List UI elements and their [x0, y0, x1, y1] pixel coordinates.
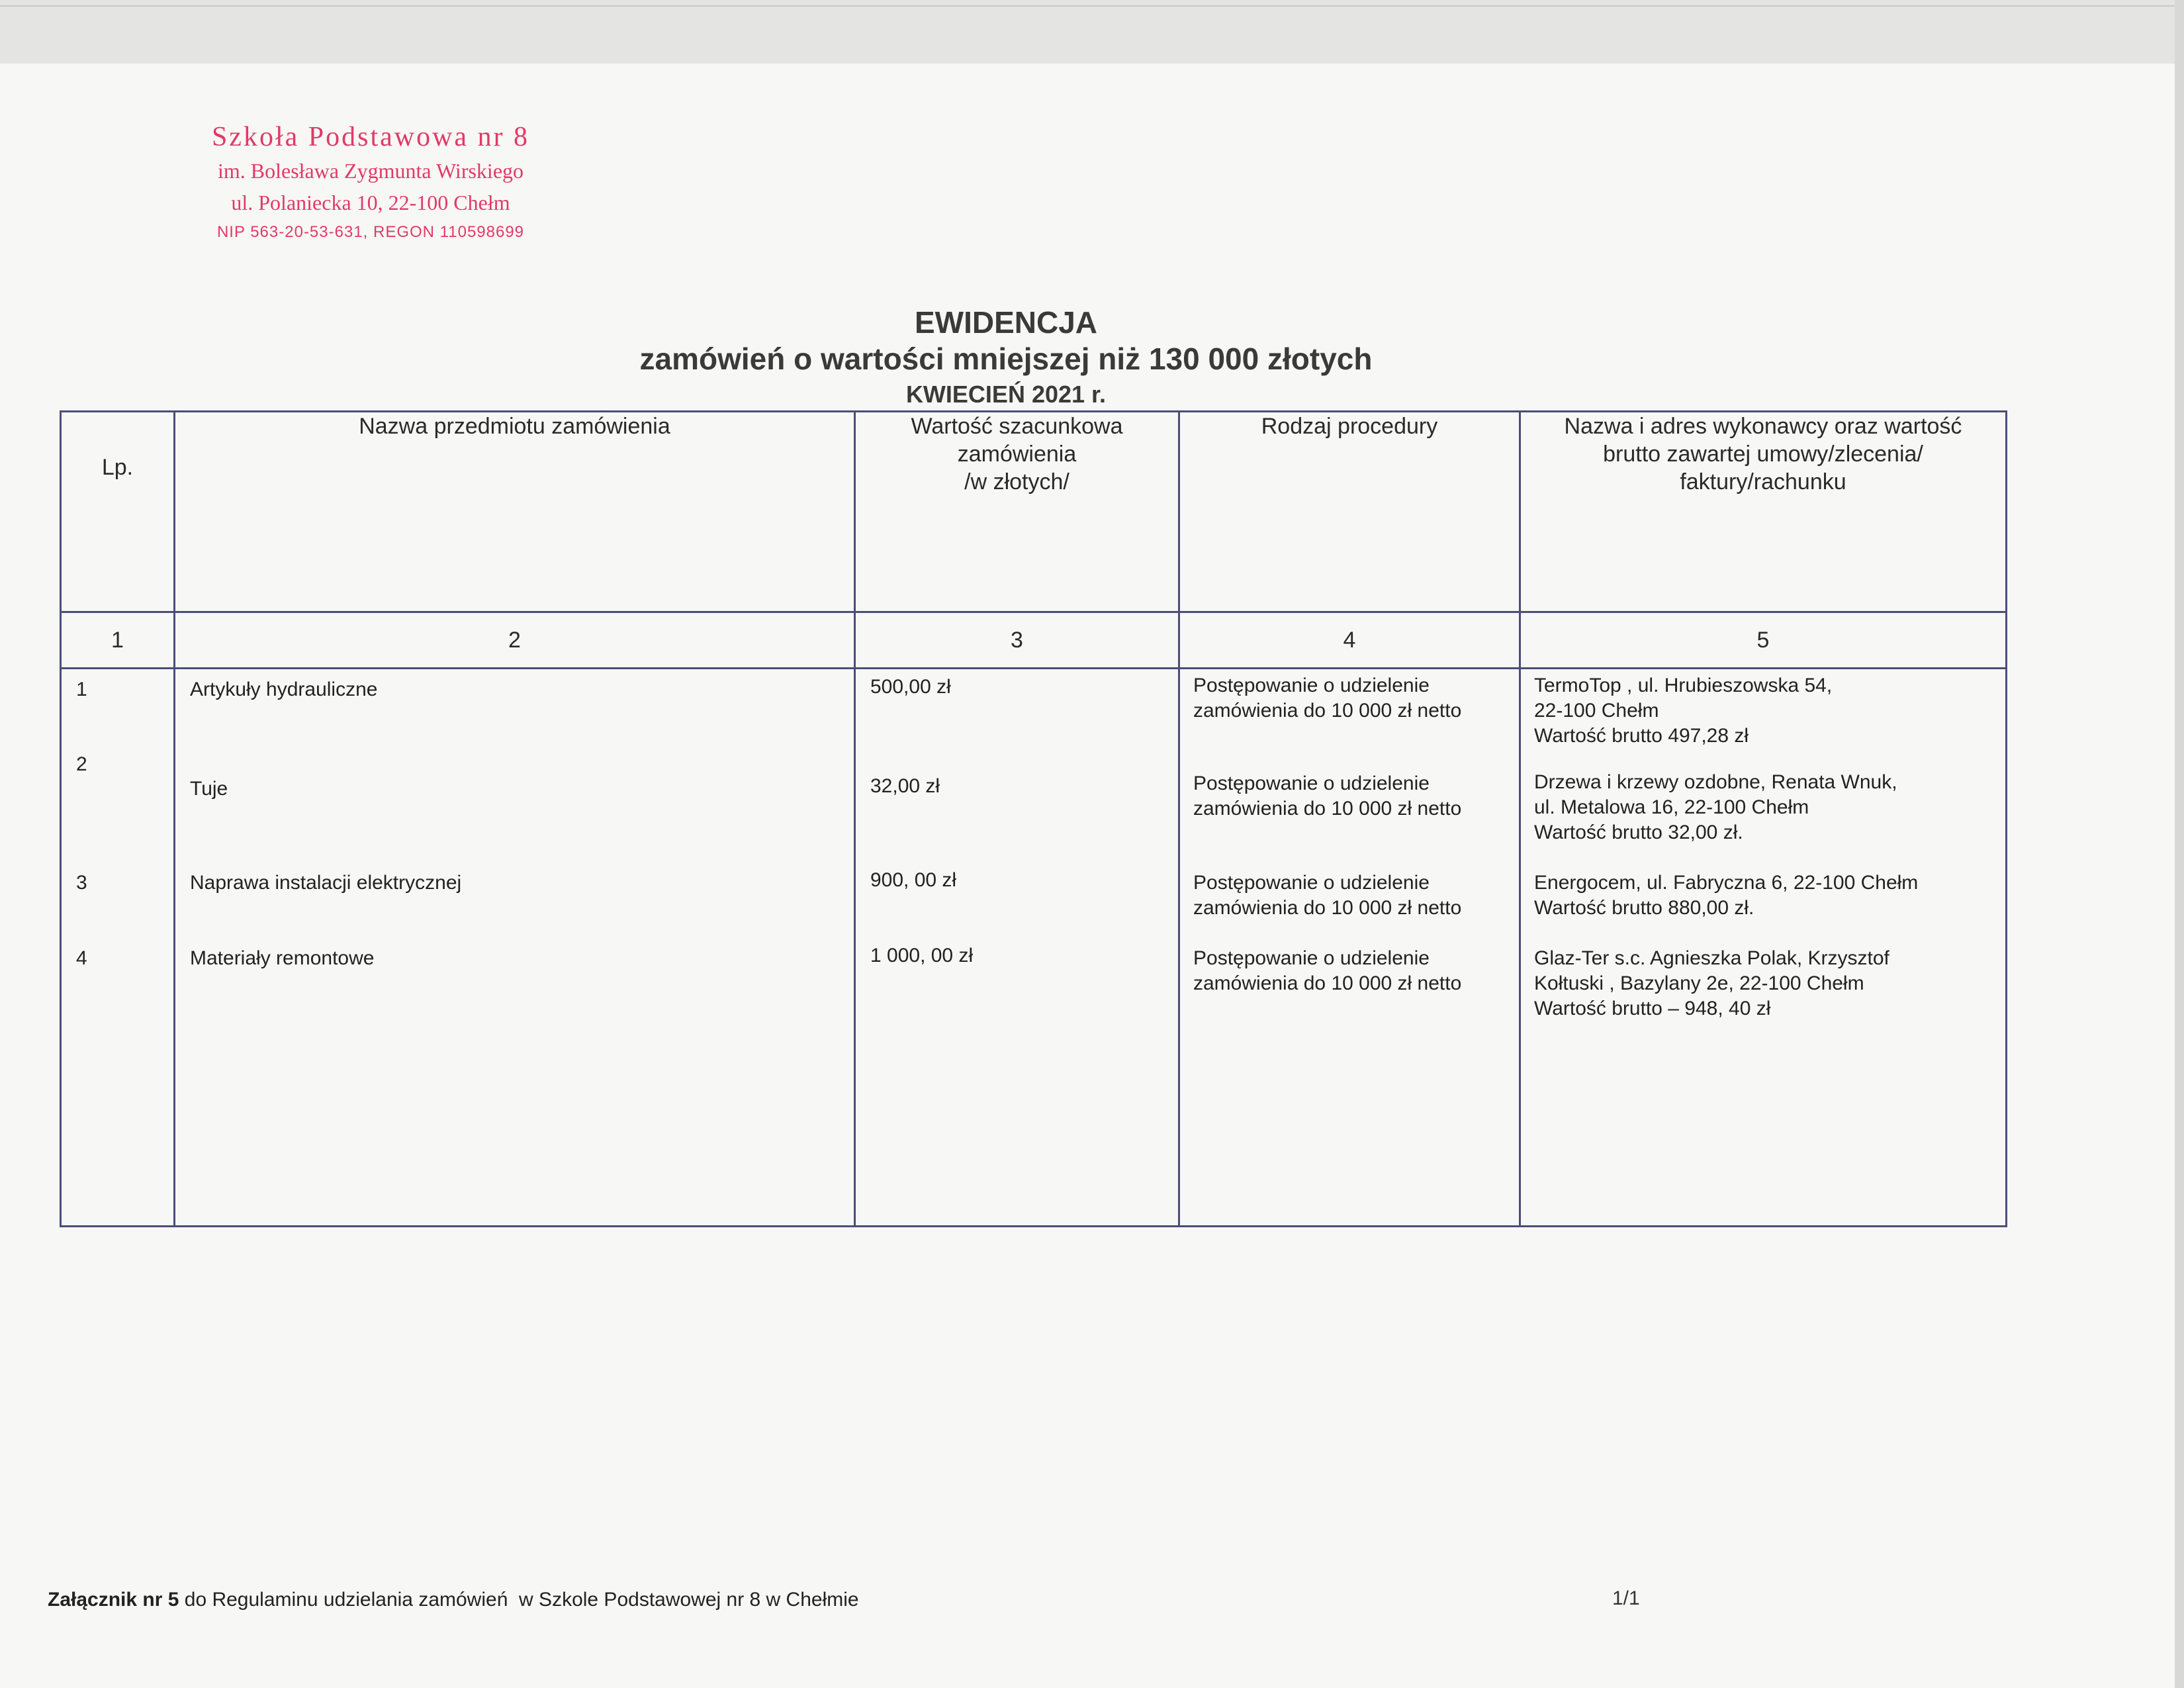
column-number: 1 — [61, 612, 175, 669]
row-3-contractor: Energocem, ul. Fabryczna 6, 22-100 Chełm Wartość brutto 880,00 zł. — [1534, 872, 1919, 919]
column-number: 3 — [855, 612, 1179, 669]
row-1-procedure: Postępowanie o udzielenie zamówienia do 10 000 zł netto — [1193, 675, 1462, 722]
footer-note — [48, 1589, 859, 1611]
stamp-school-name: Szkoła Podstawowa nr 8 — [211, 122, 530, 152]
stamp-address: ul. Polaniecka 10, 22-100 Chełm — [231, 191, 510, 214]
procedure-column — [1179, 669, 1520, 1227]
footer-attachment-label: Załącznik nr 5 — [48, 1589, 179, 1611]
row-4-lp: 4 — [76, 947, 87, 969]
scan-margin-right — [2175, 0, 2184, 1688]
header-lp: Lp. — [61, 412, 175, 612]
row-2-name: Tuje — [190, 778, 228, 800]
column-number: 2 — [175, 612, 855, 669]
column-number: 5 — [1520, 612, 2007, 669]
column-number: 4 — [1179, 612, 1520, 669]
header-estimated-value: Wartość szacunkowa zamówienia /w złotych/ — [855, 412, 1179, 612]
row-4-name: Materiały remontowe — [190, 947, 375, 969]
row-3-value: 900, 00 zł — [870, 869, 957, 891]
stamp-nip-regon: NIP 563-20-53-631, REGON 110598699 — [216, 223, 525, 241]
item-name-column — [175, 669, 855, 1227]
header-contractor: Nazwa i adres wykonawcy oraz wartość brutto zawartej umowy/zlecenia/ faktury/rachunku — [1520, 412, 2007, 612]
page-number: 1/1 — [1612, 1587, 1640, 1609]
orders-register-table — [60, 410, 2007, 1227]
row-1-name: Artykuły hydrauliczne — [190, 679, 378, 700]
row-4-contractor: Glaz-Ter s.c. Agnieszka Polak, Krzysztof Kołtuski , Bazylany 2e, 22-100 Chełm Wartość brutto – 948, 40 zł — [1534, 947, 1889, 1019]
row-2-value: 32,00 zł — [870, 775, 940, 797]
header-procedure-type: Rodzaj procedury — [1179, 412, 1520, 612]
column-number-row — [61, 612, 2007, 669]
table-header-row — [61, 412, 2007, 612]
stamp-patron: im. Bolesława Zygmunta Wirskiego — [217, 159, 524, 183]
scan-margin-top — [0, 0, 2184, 64]
row-2-procedure: Postępowanie o udzielenie zamówienia do 10 000 zł netto — [1193, 773, 1462, 820]
school-stamp — [185, 119, 556, 246]
row-1-lp: 1 — [76, 679, 87, 700]
document-subtitle: zamówień o wartości mniejszej niż 130 000 złotych — [639, 342, 1373, 376]
row-3-name: Naprawa instalacji elektrycznej — [190, 872, 462, 894]
lp-column — [61, 669, 175, 1227]
row-3-procedure: Postępowanie o udzielenie zamówienia do 10 000 zł netto — [1193, 872, 1462, 919]
row-1-value: 500,00 zł — [870, 676, 951, 698]
row-3-lp: 3 — [76, 872, 87, 894]
document-period: KWIECIEŃ 2021 r. — [905, 381, 1107, 408]
row-4-value: 1 000, 00 zł — [870, 945, 974, 966]
header-item-name: Nazwa przedmiotu zamówienia — [175, 412, 855, 612]
value-column — [855, 669, 1179, 1227]
table-body-row — [61, 669, 2007, 1227]
contractor-column — [1520, 669, 2007, 1227]
footer-attachment-text: do Regulaminu udzielania zamówień w Szkole Podstawowej nr 8 w Chełmie — [179, 1589, 859, 1611]
row-2-contractor: Drzewa i krzewy ozdobne, Renata Wnuk, ul. Metalowa 16, 22-100 Chełm Wartość brutto 32,00 zł. — [1534, 771, 1897, 843]
row-1-contractor: TermoTop , ul. Hrubieszowska 54, 22-100 Chełm Wartość brutto 497,28 zł — [1534, 675, 1833, 747]
row-2-lp: 2 — [76, 753, 87, 775]
row-4-procedure: Postępowanie o udzielenie zamówienia do 10 000 zł netto — [1193, 947, 1462, 994]
document-title: EWIDENCJA — [914, 305, 1098, 340]
